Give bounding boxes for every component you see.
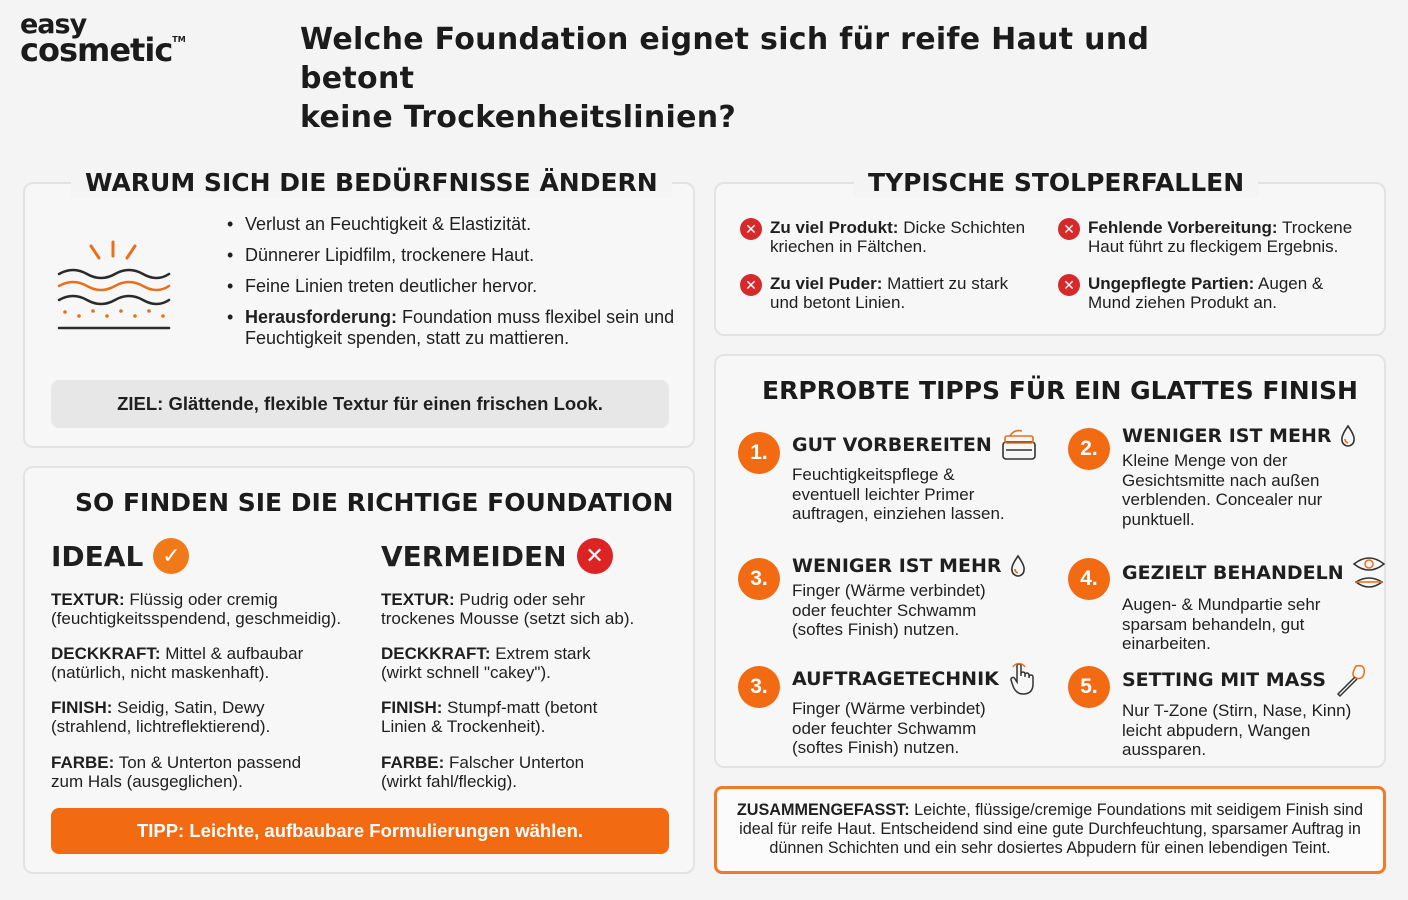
error-icon: ✕ — [1058, 274, 1080, 296]
summary-label: ZUSAMMENGEFASST: — [736, 801, 910, 819]
finger-tap-icon — [1007, 662, 1039, 696]
pitfalls-card-title: TYPISCHE STOLPERFALLEN — [854, 168, 1258, 197]
page-title-line1: Welche Foundation eignet sich für reife Haut und betont — [300, 22, 1150, 96]
drop-icon — [1339, 424, 1357, 448]
page-title-line2: keine Trockenheitslinien? — [300, 100, 737, 135]
avoid-label: VERMEIDEN — [381, 539, 567, 573]
pitfall-item: ✕ Ungepflegte Partien: Augen & Mund ziehen Produkt an. — [1058, 274, 1348, 312]
avoid-item: DECKKRAFT: Extrem stark (wirkt schnell "cakey"). — [381, 644, 591, 682]
tip-heading: WENIGER IST MEHR — [1122, 425, 1332, 447]
drop-icon — [1009, 554, 1027, 578]
why-bullet-list — [225, 214, 675, 359]
pitfall-item: ✕ Zu viel Produkt: Dicke Schichten kriechen in Fältchen. — [740, 218, 1050, 256]
why-bullet: • Feine Linien treten deutlicher hervor. — [225, 276, 675, 297]
tip-body: Kleine Menge von der Gesichtsmitte nach außen verblenden. Concealer nur punktuell. — [1122, 451, 1323, 529]
ideal-item: FARBE: Ton & Unterton passend zum Hals (ausgeglichen). — [51, 753, 302, 791]
pitfalls-card — [714, 168, 1386, 336]
tip-heading: AUFTRAGETECHNIK — [792, 668, 999, 690]
brand-line2: cosmetic — [20, 30, 173, 69]
tip-item — [738, 554, 1027, 640]
error-icon: ✕ — [740, 218, 762, 240]
find-card — [23, 466, 695, 874]
error-icon: ✕ — [1058, 218, 1080, 240]
ideal-heading — [51, 538, 189, 574]
summary-box — [714, 786, 1386, 874]
tip-heading: GEZIELT BEHANDELN — [1122, 562, 1344, 584]
why-bullet: • Herausforderung: Foundation muss flexibel sein und Feuchtigkeit spenden, statt zu mattieren. — [225, 307, 675, 349]
ideal-item: FINISH: Seidig, Satin, Dewy (strahlend, lichtreflektierend). — [51, 698, 271, 736]
tip-item — [738, 428, 1038, 524]
ideal-item: DECKKRAFT: Mittel & aufbaubar (natürlich, nicht maskenhaft). — [51, 644, 304, 682]
avoid-item: TEXTUR: Pudrig oder sehr trockenes Mousse (setzt sich ab). — [381, 590, 635, 628]
why-card-title: WARUM SICH DIE BEDÜRFNISSE ÄNDERN — [71, 168, 672, 197]
checkmark-icon: ✓ — [153, 538, 189, 574]
brand-logo — [20, 9, 186, 69]
tip-number: 5. — [1068, 666, 1110, 708]
ideal-label: IDEAL — [51, 539, 144, 573]
tip-heading: SETTING MIT MASS — [1122, 669, 1326, 691]
goal-banner: ZIEL: Glättende, flexible Textur für einen frischen Look. — [51, 380, 669, 428]
tip-body: Finger (Wärme verbindet) oder feuchter Schwamm (softes Finish) nutzen. — [792, 581, 986, 639]
powder-brush-icon — [1334, 662, 1368, 698]
tips-card-title: ERPROBTE TIPPS FÜR EIN GLATTES FINISH — [762, 376, 1358, 405]
tip-body: Feuchtigkeitspflege & eventuell leichter Primer auftragen, einziehen lassen. — [792, 465, 1005, 523]
tip-body: Finger (Wärme verbindet) oder feuchter Schwamm (softes Finish) nutzen. — [792, 699, 986, 757]
tip-number: 2. — [1068, 428, 1110, 470]
eye-lips-icon — [1352, 554, 1386, 592]
tip-banner: TIPP: Leichte, aufbaubare Formulierungen wählen. — [51, 808, 669, 854]
tip-item — [1068, 424, 1357, 529]
tip-item — [738, 662, 1039, 758]
pitfall-item: ✕ Fehlende Vorbereitung: Trockene Haut führt zu fleckigem Ergebnis. — [1058, 218, 1374, 256]
ideal-item: TEXTUR: Flüssig oder cremig (feuchtigkeitsspendend, geschmeidig). — [51, 590, 342, 628]
page-title — [300, 20, 1200, 137]
brand-line1: easy — [20, 9, 87, 40]
tip-heading: WENIGER IST MEHR — [792, 555, 1002, 577]
skin-layers-icon — [55, 240, 171, 332]
why-card — [23, 168, 695, 448]
tip-number: 1. — [738, 432, 780, 474]
tip-number: 3. — [738, 558, 780, 600]
avoid-item: FINISH: Stumpf-matt (betont Linien & Trockenheit). — [381, 698, 598, 736]
pitfall-item: ✕ Zu viel Puder: Mattiert zu stark und betont Linien. — [740, 274, 1030, 312]
avoid-item: FARBE: Falscher Unterton (wirkt fahl/fleckig). — [381, 753, 585, 791]
tip-item — [1068, 662, 1368, 760]
find-card-title: SO FINDEN SIE DIE RICHTIGE FOUNDATION — [75, 488, 674, 517]
avoid-heading — [381, 538, 613, 574]
why-bullet: • Verlust an Feuchtigkeit & Elastizität. — [225, 214, 675, 235]
cream-jar-icon — [1000, 428, 1038, 462]
tip-number: 3. — [738, 666, 780, 708]
tip-body: Augen- & Mundpartie sehr sparsam behandeln, gut einarbeiten. — [1122, 595, 1321, 653]
summary-text: Leichte, flüssige/cremige Foundations mit seidigem Finish sind ideal für reife Haut. Entscheidend sind eine gute Durchfeuchtung, sparsamer Auftrag in dünnen Schichten und ein sehr dosiertes Abpudern für einen lebendigen Teint. — [739, 801, 1364, 857]
tip-number: 4. — [1068, 558, 1110, 600]
tip-heading: GUT VORBEREITEN — [792, 434, 992, 456]
error-icon: ✕ — [740, 274, 762, 296]
why-bullet: • Dünnerer Lipidfilm, trockenere Haut. — [225, 245, 675, 266]
trademark: TM — [172, 34, 186, 44]
tip-body: Nur T-Zone (Stirn, Nase, Kinn) leicht abpudern, Wangen aussparen. — [1122, 701, 1352, 759]
cross-icon: ✕ — [577, 538, 613, 574]
tips-card — [714, 354, 1386, 768]
tip-item — [1068, 554, 1386, 654]
